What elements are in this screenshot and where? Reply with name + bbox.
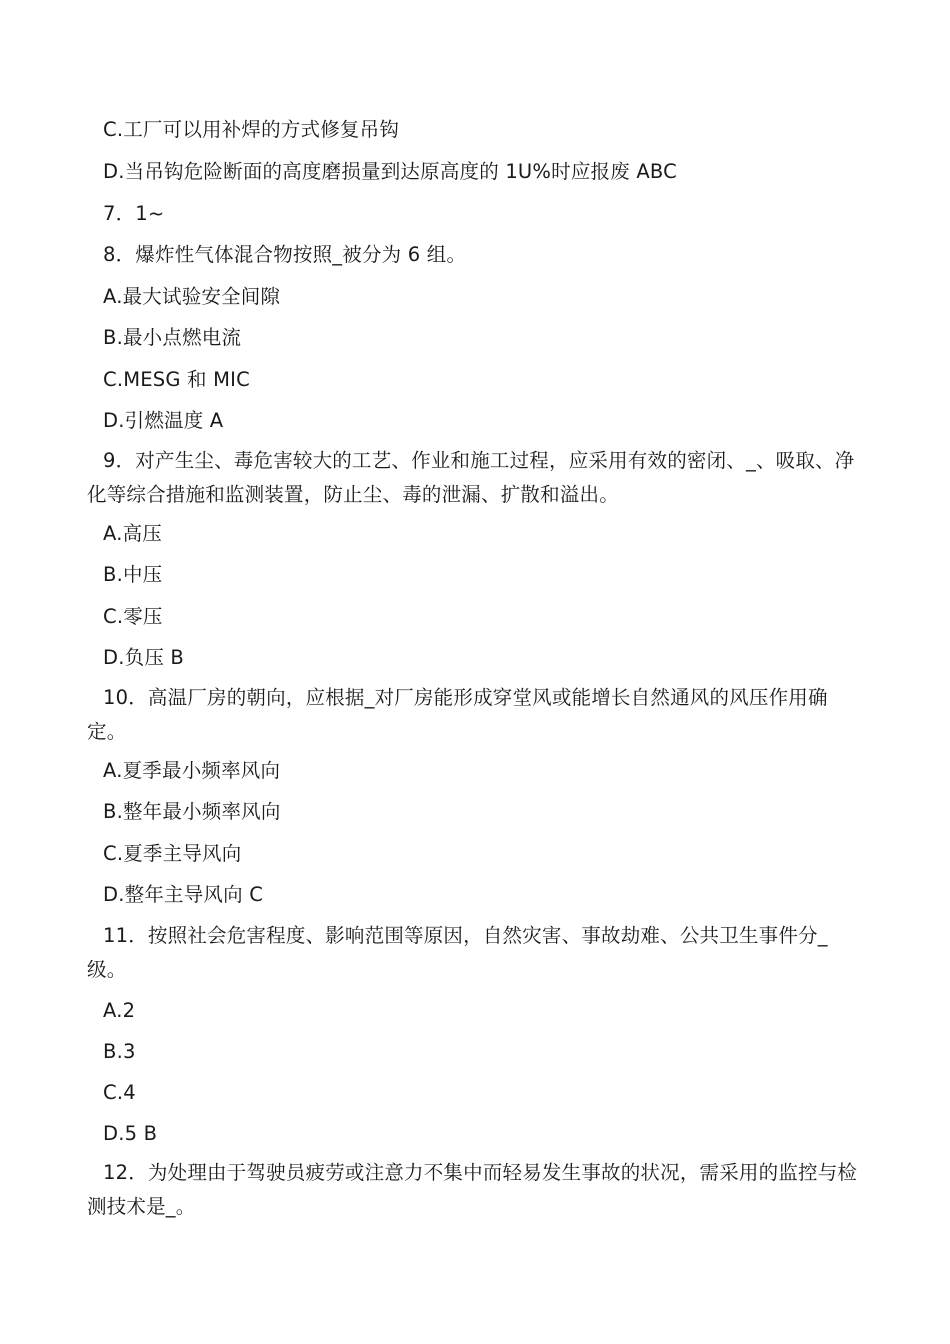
option-c-line: C.工厂可以用补焊的方式修复吊钩 [103, 118, 400, 141]
question-10-option-b: B.整年最小频率风向 [103, 800, 281, 823]
question-8: 8．爆炸性气体混合物按照_被分为 6 组。 [103, 243, 467, 266]
question-12: 12．为处理由于驾驶员疲劳或注意力不集中而轻易发生事故的状况，需采用的监控与检测技术是_。 [87, 1161, 858, 1218]
question-7: 7．1~ [103, 202, 165, 225]
question-10: 10．高温厂房的朝向，应根据_对厂房能形成穿堂风或能增长自然通风的风压作用确定。 [87, 686, 828, 743]
question-11-option-d: D.5 B [103, 1122, 158, 1145]
question-8-option-c: C.MESG 和 MIC [103, 368, 250, 391]
question-9-option-c: C.零压 [103, 605, 163, 628]
question-9: 9．对产生尘、毒危害较大的工艺、作业和施工过程，应采用有效的密闭、_、吸取、净化等综合措施和监测装置，防止尘、毒的泄漏、扩散和溢出。 [87, 449, 855, 506]
question-9-option-b: B.中压 [103, 563, 163, 586]
question-11-option-b: B.3 [103, 1040, 136, 1063]
question-8-option-b: B.最小点燃电流 [103, 326, 242, 349]
question-10-option-a: A.夏季最小频率风向 [103, 759, 281, 782]
question-9-option-d: D.负压 B [103, 646, 184, 669]
question-11: 11．按照社会危害程度、影响范围等原因，自然灾害、事故劫难、公共卫生事件分_级。 [87, 924, 828, 981]
option-d-line: D.当吊钩危险断面的高度磨损量到达原高度的 1U%时应报废 ABC [103, 160, 677, 183]
question-9-option-a: A.高压 [103, 522, 162, 545]
question-11-option-c: C.4 [103, 1081, 136, 1104]
question-11-option-a: A.2 [103, 999, 136, 1022]
question-8-option-d: D.引燃温度 A [103, 409, 224, 432]
question-10-option-d: D.整年主导风向 C [103, 883, 264, 906]
question-8-option-a: A.最大试验安全间隙 [103, 285, 281, 308]
question-10-option-c: C.夏季主导风向 [103, 842, 242, 865]
